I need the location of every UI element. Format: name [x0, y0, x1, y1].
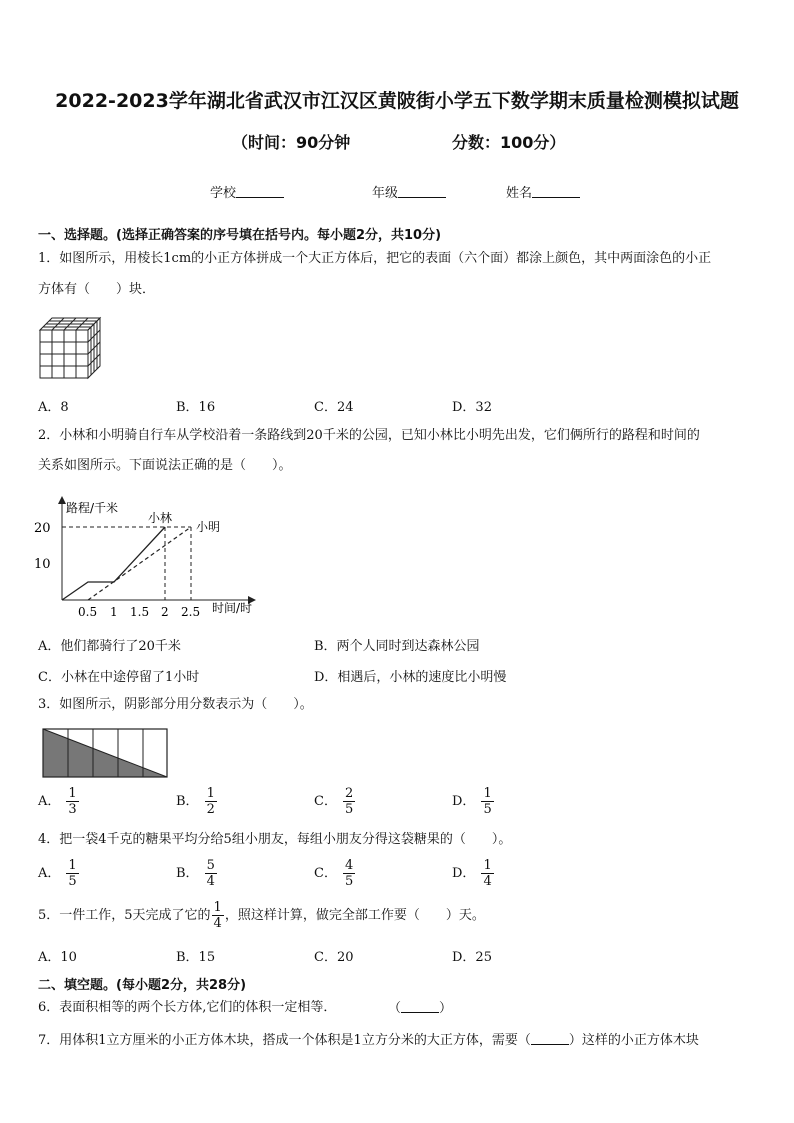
q1-option-b[interactable]: B．16	[176, 400, 216, 415]
q2-option-a[interactable]: A．他们都骑行了20千米	[38, 639, 181, 654]
lin-label: 小林	[148, 511, 173, 525]
q2-line1: 2．小林和小明骑自行车从学校沿着一条路线到20千米的公园，已知小林比小明先出发，它们俩所行的路程和时间的	[38, 428, 700, 443]
distance-time-graph	[36, 492, 276, 622]
cube-figure	[38, 316, 104, 380]
q3-line1: 3．如图所示，阴影部分用分数表示为（ ）。	[38, 697, 313, 712]
q3-option-c[interactable]: C． $\frac{2}{5}$	[314, 786, 354, 817]
q3-option-b[interactable]: B． $\frac{1}{2}$	[176, 786, 215, 817]
q4-option-c[interactable]: C． $\frac{4}{5}$	[314, 858, 354, 889]
q1-line2: 方体有（ ）块．	[38, 282, 156, 297]
q6-line1: 6．表面积相等的两个长方体,它们的体积一定相等．	[38, 1000, 337, 1015]
q4-option-b[interactable]: B． $\frac{5}{4}$	[176, 858, 215, 889]
q6-answer-blank[interactable]	[401, 1000, 439, 1013]
q4-option-d-fraction: $\frac{1}{4}$	[483, 858, 492, 889]
x-axis-label: 时间/时	[212, 601, 253, 615]
q4-option-a[interactable]: A． $\frac{1}{5}$	[38, 858, 77, 889]
q5-option-b[interactable]: B．15	[176, 950, 216, 965]
q4-option-a-fraction: $\frac{1}{5}$	[68, 858, 77, 889]
q4-option-c-fraction: $\frac{4}{5}$	[344, 858, 354, 889]
q1-option-a[interactable]: A．8	[38, 400, 69, 415]
q3-option-d-fraction: $\frac{1}{5}$	[483, 786, 492, 817]
grade-field	[372, 182, 446, 201]
grade-label: 年级	[372, 186, 399, 201]
ming-series-line	[88, 527, 191, 600]
school-field	[210, 182, 284, 201]
q5-line1: 5．一件工作，5天完成了它的 $\frac{1}{4}$ ，照这样计算，做完全部工作要（ ）天。	[38, 900, 485, 931]
q1-option-d[interactable]: D．32	[452, 400, 492, 415]
exam-time: （时间：90分钟	[232, 133, 351, 152]
q2-line2: 关系如图所示。下面说法正确的是（ ）。	[38, 458, 292, 473]
q1-option-c[interactable]: C．24	[314, 400, 354, 415]
q2-option-c[interactable]: C．小林在中途停留了1小时	[38, 670, 200, 685]
q2-option-d[interactable]: D．相遇后，小林的速度比小明慢	[314, 670, 507, 685]
q4-option-b-fraction: $\frac{5}{4}$	[206, 858, 215, 889]
section-2-heading: 二、填空题。(每小题2分，共28分)	[38, 978, 247, 993]
y-axis-arrow-icon	[58, 496, 66, 504]
q3-option-a[interactable]: A． $\frac{1}{3}$	[38, 786, 77, 817]
q2-option-b[interactable]: B．两个人同时到达森林公园	[314, 639, 480, 654]
x-tick-2-5: 2.5	[181, 605, 201, 619]
x-tick-0-5: 0.5	[78, 605, 98, 619]
q7-answer-blank[interactable]	[531, 1032, 569, 1045]
q3-option-d[interactable]: D． $\frac{1}{5}$	[452, 786, 492, 817]
name-label: 姓名	[506, 186, 533, 201]
q3-option-b-fraction: $\frac{1}{2}$	[206, 786, 215, 817]
lin-series-line	[62, 527, 165, 600]
q1-line1: 1．如图所示，用棱长1cm的小正方体拼成一个大正方体后，把它的表面（六个面）都涂上颜色，其中两面涂色的小正	[38, 251, 712, 266]
q5-option-a[interactable]: A．10	[38, 950, 77, 965]
name-field	[506, 182, 580, 201]
section-1-heading: 一、选择题。(选择正确答案的序号填在括号内。每小题2分，共10分)	[38, 228, 442, 243]
q5-option-c[interactable]: C．20	[314, 950, 354, 965]
q5-fraction: $\frac{1}{4}$	[213, 900, 222, 931]
q5-option-d[interactable]: D．25	[452, 950, 492, 965]
q4-option-d[interactable]: D． $\frac{1}{4}$	[452, 858, 492, 889]
x-tick-1: 1	[110, 605, 118, 619]
grade-blank[interactable]	[398, 185, 446, 198]
page-title: 2022-2023学年湖北省武汉市江汉区黄陂街小学五下数学期末质量检测模拟试题	[55, 90, 739, 112]
shaded-rectangle-figure	[42, 728, 170, 780]
y-tick-10: 10	[34, 557, 51, 572]
q3-option-c-fraction: $\frac{2}{5}$	[344, 786, 354, 817]
x-tick-1-5: 1.5	[130, 605, 150, 619]
school-label: 学校	[210, 186, 237, 201]
x-tick-2: 2	[161, 605, 169, 619]
exam-score: 分数：100分）	[452, 133, 566, 152]
y-axis-label: 路程/千米	[66, 501, 119, 515]
q6-answer: （ ）	[388, 1001, 453, 1016]
q4-line1: 4．把一袋4千克的糖果平均分给5组小朋友，每组小朋友分得这袋糖果的（ ）。	[38, 832, 512, 847]
name-blank[interactable]	[532, 185, 580, 198]
q7-line1: 7．用体积1立方厘米的小正方体木块，搭成一个体积是1立方分米的大正方体，需要（ ）这样的小正方体木块	[38, 1033, 699, 1048]
ming-label: 小明	[196, 520, 221, 534]
q3-option-a-fraction: $\frac{1}{3}$	[68, 786, 77, 817]
school-blank[interactable]	[236, 185, 284, 198]
y-tick-20: 20	[34, 521, 51, 536]
